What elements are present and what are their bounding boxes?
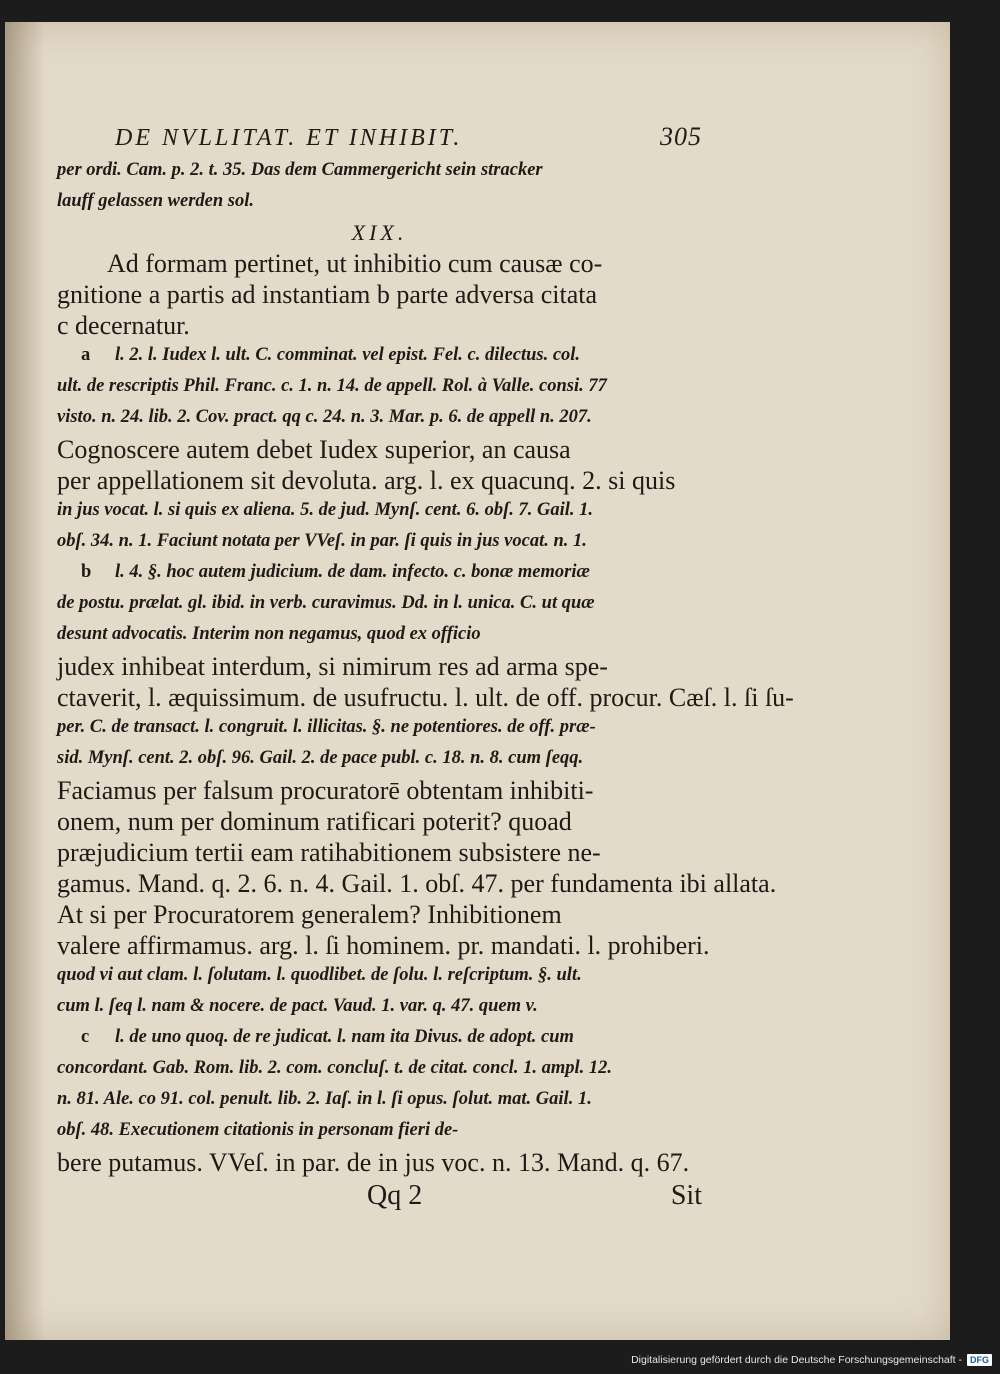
- text-line: [57, 156, 702, 187]
- text-line-content: quod vi aut clam. l. ſolutam. l. quodlibet. de ſolu. l. reſcriptum. §. ult.: [57, 965, 582, 985]
- text-line: [57, 1085, 702, 1116]
- text-line-content: bere putamus. VVeſ. in par. de in jus voc. n. 13. Mand. q. 67.: [57, 1148, 690, 1177]
- text-line-content: l. 4. §. hoc autem judicium. de dam. infecto. c. bonæ memoriæ: [115, 562, 590, 582]
- text-line: [57, 1023, 702, 1054]
- page-gutter-shadow: [5, 22, 45, 1340]
- text-line: [57, 713, 702, 744]
- text-line-content: cum l. ſeq l. nam & nocere. de pact. Vaud. 1. var. q. 47. quem v.: [57, 996, 538, 1016]
- text-line: [57, 620, 702, 651]
- text-line-content: Cognoscere autem debet Iudex superior, an causa: [57, 435, 571, 464]
- text-line: [57, 187, 702, 218]
- text-line: [57, 1147, 702, 1178]
- text-line: [57, 218, 702, 248]
- text-line-content: gnitione a partis ad instantiam b parte adversa citata: [57, 280, 598, 309]
- text-line: [57, 403, 702, 434]
- text-line: [57, 775, 702, 806]
- text-line-content: per ordi. Cam. p. 2. t. 35. Das dem Cammergericht sein stracker: [57, 160, 543, 180]
- footnote-marker: c: [81, 1027, 90, 1047]
- text-line: [57, 434, 702, 465]
- text-line: [57, 682, 794, 713]
- running-head: DE NVLLITAT. ET INHIBIT.: [115, 125, 463, 151]
- text-line-content: in jus vocat. l. si quis ex aliena. 5. de jud. Mynſ. cent. 6. obſ. 7. Gail. 1.: [57, 500, 593, 520]
- text-line: [57, 1054, 702, 1085]
- text-line: [57, 279, 702, 310]
- text-line-content: ult. de rescriptis Phil. Franc. c. 1. n. 14. de appell. Rol. à Valle. consi. 77: [57, 376, 607, 396]
- funding-notice: [631, 1354, 992, 1366]
- text-line-content: visto. n. 24. lib. 2. Cov. pract. qq c. 24. n. 3. Mar. p. 6. de appell n. 207.: [57, 407, 592, 427]
- text-line-content: ctaverit, l. æquissimum. de usufructu. l. ult. de off. procur. Cæſ. l. ſi ſu-: [57, 683, 794, 712]
- text-line: [57, 496, 702, 527]
- text-line-content: obſ. 48. Executionem citationis in personam fieri de-: [57, 1120, 459, 1140]
- page-footer: [57, 1178, 702, 1214]
- text-line-content: gamus. Mand. q. 2. 6. n. 4. Gail. 1. obſ. 47. per fundamenta ibi allata.: [57, 869, 777, 898]
- text-line-content: judex inhibeat interdum, si nimirum res ad arma spe-: [57, 652, 608, 681]
- text-line: [57, 558, 702, 589]
- text-line: [57, 1116, 702, 1147]
- text-line: [57, 310, 702, 341]
- text-line-content: l. de uno quoq. de re judicat. l. nam ita Divus. de adopt. cum: [115, 1027, 574, 1047]
- page-text-block: [57, 122, 794, 1214]
- text-line-content: l. 2. l. Iudex l. ult. C. comminat. vel epist. Fel. c. dilectus. col.: [115, 345, 581, 365]
- text-line: [57, 372, 702, 403]
- text-line-content: valere affirmamus. arg. l. ſi hominem. pr. mandati. l. prohiberi.: [57, 931, 710, 960]
- text-line: [57, 589, 702, 620]
- body-lines: [57, 156, 794, 1178]
- signature-mark: Qq 2: [367, 1180, 423, 1211]
- footnote-marker: b: [81, 562, 92, 582]
- text-line-content: onem, num per dominum ratificari poterit? quoad: [57, 807, 572, 836]
- text-line: [57, 992, 702, 1023]
- text-line-content: sid. Mynſ. cent. 2. obſ. 96. Gail. 2. de pace publ. c. 18. n. 8. cum ſeqq.: [57, 748, 584, 768]
- text-line-content: per. C. de transact. l. congruit. l. illicitas. §. ne potentiores. de off. præ-: [57, 717, 596, 737]
- text-line-content: n. 81. Ale. co 91. col. penult. lib. 2. Iaſ. in l. ſi opus. ſolut. mat. Gail. 1.: [57, 1089, 592, 1109]
- text-line-content: Ad formam pertinet, ut inhibitio cum causæ co-: [107, 249, 603, 278]
- text-line-content: concordant. Gab. Rom. lib. 2. com. concluſ. t. de citat. concl. 1. ampl. 12.: [57, 1058, 612, 1078]
- book-page: [5, 22, 950, 1340]
- text-line-content: Faciamus per falsum procuratorē obtentam inhibiti-: [57, 776, 594, 805]
- text-line: [57, 837, 702, 868]
- text-line-content: de postu. prælat. gl. ibid. in verb. curavimus. Dd. in l. unica. C. ut quæ: [57, 593, 595, 613]
- catchword: Sit: [670, 1180, 702, 1211]
- text-line-content: At si per Procuratorem generalem? Inhibitionem: [57, 900, 562, 929]
- text-line: [57, 651, 702, 682]
- text-line: [57, 961, 702, 992]
- funding-text: Digitalisierung gefördert durch die Deutsche Forschungsgemeinschaft -: [631, 1354, 962, 1366]
- dfg-logo[interactable]: DFG: [967, 1354, 992, 1366]
- text-line-content: præjudicium tertii eam ratihabitionem subsistere ne-: [57, 838, 601, 867]
- text-line-content: c decernatur.: [57, 311, 190, 340]
- text-line: [57, 744, 702, 775]
- text-line: [57, 930, 710, 961]
- text-line-content: desunt advocatis. Interim non negamus, quod ex officio: [57, 624, 481, 644]
- text-line: [57, 899, 702, 930]
- running-header: [115, 122, 702, 156]
- text-line-content: per appellationem sit devoluta. arg. l. ex quacunq. 2. si quis: [57, 466, 676, 495]
- text-line-content: XIX.: [351, 220, 408, 245]
- text-line: [57, 527, 702, 558]
- text-line: [57, 806, 702, 837]
- text-line: [57, 248, 702, 279]
- footnote-marker: a: [81, 345, 91, 365]
- text-line: [57, 465, 702, 496]
- text-line-content: lauff gelassen werden sol.: [57, 191, 255, 211]
- page-number: 305: [660, 122, 702, 151]
- text-line-content: obſ. 34. n. 1. Faciunt notata per VVeſ. in par. ſi quis in jus vocat. n. 1.: [57, 531, 587, 551]
- text-line: [57, 868, 777, 899]
- text-line: [57, 341, 702, 372]
